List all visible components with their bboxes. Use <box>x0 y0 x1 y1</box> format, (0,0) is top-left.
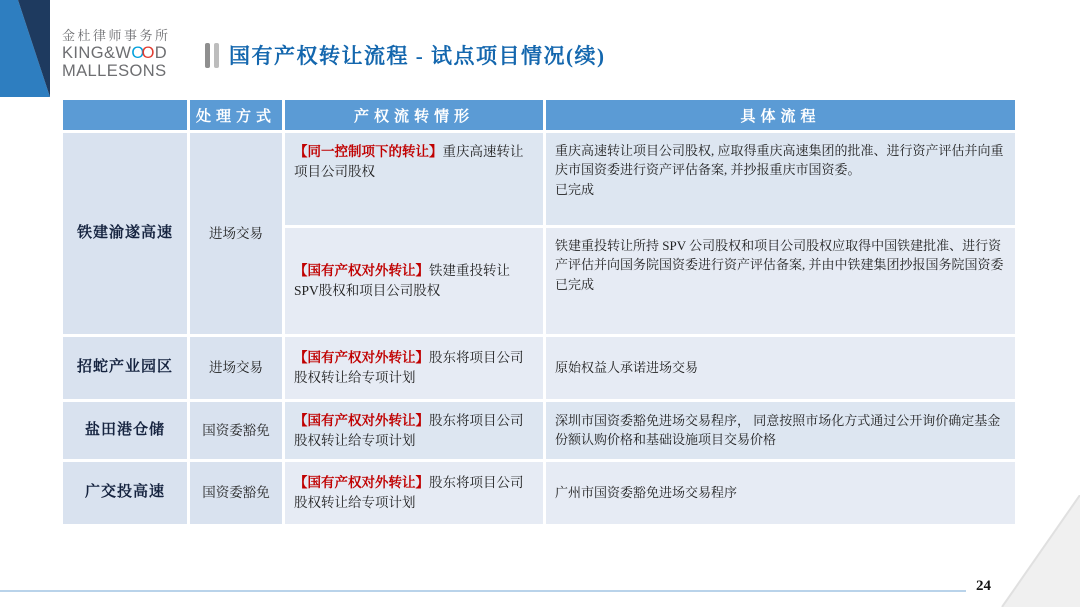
situation-cell: 【国有产权对外转让】铁建重投转让SPV股权和项目公司股权 <box>285 228 543 334</box>
title-accent-bar-icon <box>205 43 210 68</box>
column-header-situation: 产权流转情形 <box>285 100 543 130</box>
situation-cell: 【国有产权对外转让】股东将项目公司股权转让给专项计划 <box>285 402 543 459</box>
process-cell <box>546 228 1015 334</box>
status-text: 已完成 <box>555 276 595 292</box>
table-row <box>63 337 1015 399</box>
transfer-process-table <box>60 97 1018 527</box>
method-cell: 国资委豁免 <box>190 462 282 524</box>
table-row <box>63 133 1015 225</box>
process-text: 铁建重投转让所持 SPV 公司股权和项目公司股权应取得中国铁建批准、进行资产评估并向国务院国资委进行资产评估备案, 并由中铁建集团抄报国务院国资委 <box>555 238 1004 272</box>
transfer-type-tag: 【国有产权对外转让】 <box>294 263 429 279</box>
transfer-type-tag: 【国有产权对外转让】 <box>294 412 429 428</box>
project-cell: 招蛇产业园区 <box>63 337 187 399</box>
process-cell <box>546 337 1015 399</box>
transfer-type-tag: 【国有产权对外转让】 <box>294 350 429 366</box>
title-block <box>205 40 605 70</box>
table-row <box>63 402 1015 459</box>
kwm-logo <box>62 29 171 81</box>
logo-chinese-name: 金杜律师事务所 <box>62 28 171 43</box>
project-cell: 盐田港仓储 <box>63 402 187 459</box>
transfer-type-tag: 【国有产权对外转让】 <box>294 475 429 491</box>
process-cell <box>546 402 1015 459</box>
situation-cell: 【同一控制项下的转让】重庆高速转让项目公司股权 <box>285 133 543 225</box>
footer-divider <box>0 590 966 592</box>
process-text: 广州市国资委豁免进场交易程序 <box>555 484 738 500</box>
situation-cell: 【国有产权对外转让】股东将项目公司股权转让给专项计划 <box>285 462 543 524</box>
process-text: 原始权益人承诺进场交易 <box>555 359 699 375</box>
top-left-triangle-icon <box>0 0 50 97</box>
project-cell: 广交投高速 <box>63 462 187 524</box>
title-accent-bar-icon <box>214 43 219 68</box>
page-title: 国有产权转让流程 - 试点项目情况(续) <box>229 44 606 68</box>
method-cell: 进场交易 <box>190 133 282 334</box>
process-text: 重庆高速转让项目公司股权, 应取得重庆高速集团的批准、进行资产评估并向重庆市国资委进行资产评估备案, 并抄报重庆市国资委。 <box>555 143 1004 177</box>
method-cell: 国资委豁免 <box>190 402 282 459</box>
table-row <box>63 462 1015 524</box>
situation-cell: 【国有产权对外转让】股东将项目公司股权转让给专项计划 <box>285 337 543 399</box>
column-header-process: 具体流程 <box>546 100 1015 130</box>
process-cell <box>546 462 1015 524</box>
logo-blue-ring-icon: O <box>131 44 145 63</box>
logo-english-name-line1: KING&WOOD <box>62 44 168 63</box>
project-cell: 铁建渝遂高速 <box>63 133 187 334</box>
column-header-project <box>63 100 187 130</box>
page-number: 24 <box>976 578 991 594</box>
table-header-row <box>63 100 1015 130</box>
logo-english-name-line2: MALLESONS <box>62 62 167 81</box>
column-header-method: 处理方式 <box>190 100 282 130</box>
method-cell: 进场交易 <box>190 337 282 399</box>
transfer-type-tag: 【同一控制项下的转让】 <box>294 144 443 159</box>
process-cell <box>546 133 1015 225</box>
logo-red-ring-icon: O <box>141 44 155 63</box>
status-text: 已完成 <box>555 181 595 197</box>
process-text: 深圳市国资委豁免进场交易程序， 同意按照市场化方式通过公开询价确定基金份额认购价格和基础设施项目交易价格 <box>555 412 1001 447</box>
